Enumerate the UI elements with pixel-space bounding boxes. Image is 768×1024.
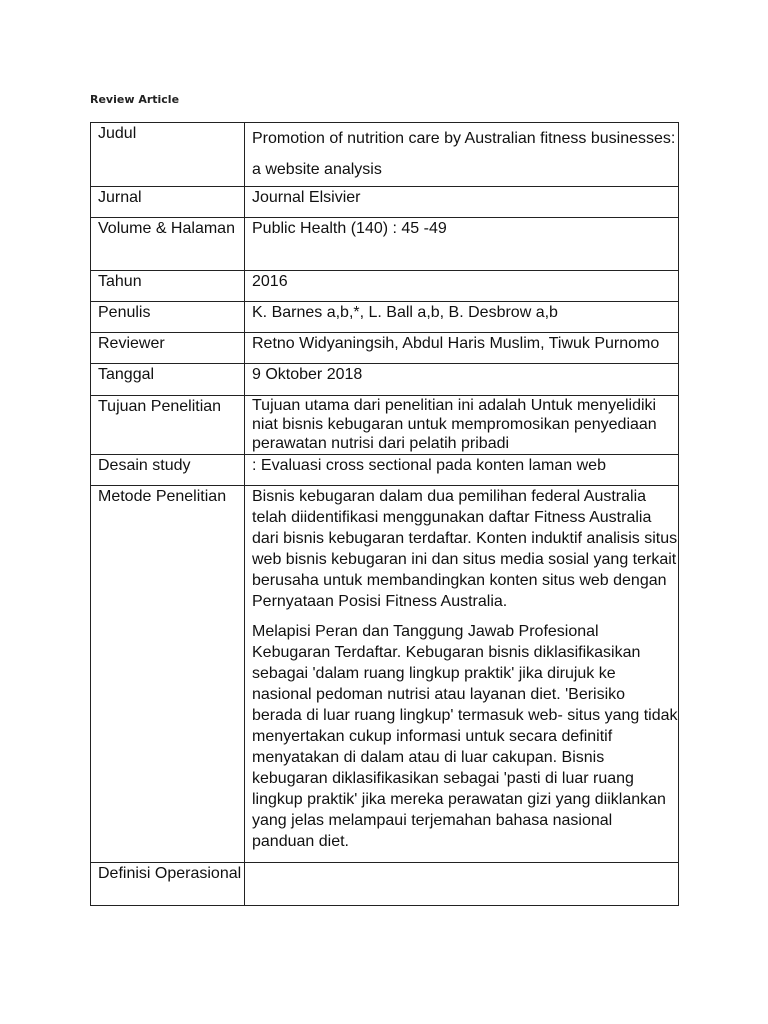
metode-label: Metode Penelitian [91, 486, 245, 863]
review-table [90, 122, 679, 906]
table-row [91, 455, 679, 486]
table-row [91, 302, 679, 333]
reviewer-value: Retno Widyaningsih, Abdul Haris Muslim, Tiwuk Purnomo [245, 333, 679, 364]
table-row [91, 863, 679, 906]
tahun-label: Tahun [91, 271, 245, 302]
definisi-value [245, 863, 679, 906]
metode-paragraph: Melapisi Peran dan Tanggung Jawab Profesional Kebugaran Terdaftar. Kebugaran bisnis diklasifikasikan sebagai 'dalam ruang lingkup praktik' jika dirujuk ke nasional pedoman nutrisi atau layanan diet. 'Berisiko berada di luar ruang lingkup' termasuk web- situs yang tidak menyertakan cukup informasi untuk secara definitif menyatakan di dalam atau di luar cakupan. Bisnis kebugaran diklasifikasikan sebagai 'pasti di luar ruang lingkup praktik' jika mereka perawatan gizi yang diiklankan yang jelas melampaui terjemahan bahasa nasional panduan diet. [252, 623, 678, 850]
document-heading: Review Article [90, 93, 180, 106]
tujuan-label: Tujuan Penelitian [91, 396, 245, 455]
table-row [91, 187, 679, 218]
metode-value [245, 486, 679, 863]
definisi-label: Definisi Operasional [91, 863, 245, 906]
tanggal-label: Tanggal [91, 364, 245, 396]
judul-value: Promotion of nutrition care by Australian fitness businesses: a website analysis [245, 123, 679, 187]
table-row [91, 123, 679, 187]
volume-label: Volume & Halaman [91, 218, 245, 271]
table-row [91, 396, 679, 455]
table-row [91, 218, 679, 271]
table-row [91, 486, 679, 863]
desain-label: Desain study [91, 455, 245, 486]
penulis-value: K. Barnes a,b,*, L. Ball a,b, B. Desbrow a,b [245, 302, 679, 333]
table-row [91, 333, 679, 364]
reviewer-label: Reviewer [91, 333, 245, 364]
tujuan-value: Tujuan utama dari penelitian ini adalah Untuk menyelidiki niat bisnis kebugaran untuk mempromosikan penyediaan perawatan nutrisi dari pelatih pribadi [245, 396, 679, 455]
jurnal-value: Journal Elsivier [245, 187, 679, 218]
penulis-label: Penulis [91, 302, 245, 333]
table-row [91, 364, 679, 396]
metode-paragraph: Bisnis kebugaran dalam dua pemilihan federal Australia telah diidentifikasi menggunakan daftar Fitness Australia dari bisnis kebugaran terdaftar. Konten induktif analisis situs web bisnis kebugaran ini dan situs media sosial yang terkait berusaha untuk membandingkan konten situs web dengan Pernyataan Posisi Fitness Australia. [252, 488, 678, 610]
desain-value: : Evaluasi cross sectional pada konten laman web [245, 455, 679, 486]
table-row [91, 271, 679, 302]
jurnal-label: Jurnal [91, 187, 245, 218]
judul-label: Judul [91, 123, 245, 187]
tanggal-value: 9 Oktober 2018 [245, 364, 679, 396]
volume-value: Public Health (140) : 45 -49 [245, 218, 679, 271]
tahun-value: 2016 [245, 271, 679, 302]
